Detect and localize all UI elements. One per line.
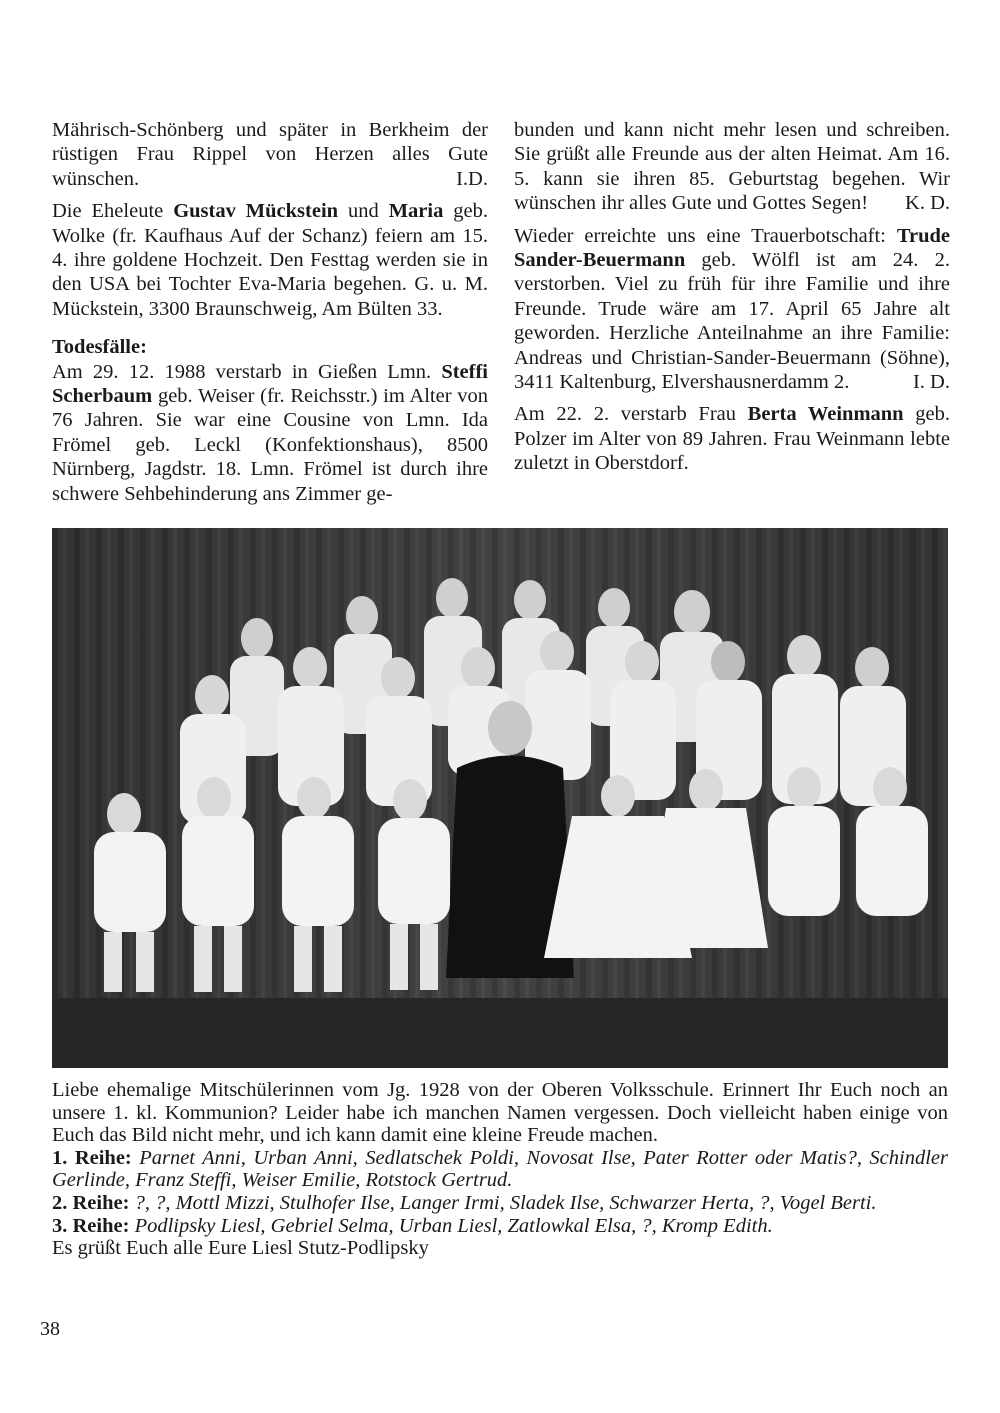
group-photo-illustration	[52, 528, 948, 1068]
paragraph-death-sander-beuermann: Wieder erreichte uns eine Trauerbotschaft: Trude Sander-Beuermann geb. Wölfl ist am 24. 2. verstorben. Viel zu früh für ihre Familie und ihre Freunde. Trude wäre am 17. April 65 Jahre alt geworden. Herzliche Anteilnahme an ihre Familie: Andreas und Christian-Sander-Beuermann (Söhne), 3411 Kaltenburg, Elvershausnerdamm 2. I. D.	[514, 224, 950, 394]
caption-closing: Es grüßt Euch alle Eure Liesl Stutz-Podlipsky	[52, 1237, 429, 1260]
signature-initials: I.D.	[456, 167, 488, 190]
paragraph-continued: bunden und kann nicht mehr lesen und schreiben. Sie grüßt alle Freunde aus der alten Heimat. Am 16. 5. kann sie ihren 85. Geburtstag begehen. Wir wünschen ihr alles Gute und Gottes Segen! K. D.	[514, 119, 950, 215]
signature-initials: K. D.	[905, 192, 950, 215]
caption-intro: Liebe ehemalige Mitschülerinnen vom Jg. 1928 von der Oberen Volksschule. Erinnert Ihr Euch noch an unsere 1. kl. Kommunion? Leider habe ich manchen Namen vergessen. Doch vielleicht haben einige von Euch das Bild nicht mehr, und ich kann damit eine kleine Freude machen.	[52, 1079, 948, 1147]
paragraph-death-weinmann: Am 22. 2. verstarb Frau Berta Weinmann geb. Polzer im Alter von 89 Jahren. Frau Weinmann lebte zuletzt in Oberstdorf.	[514, 403, 950, 475]
section-heading-deaths: Todesfälle:	[52, 336, 147, 359]
caption-row-2: 2. Reihe: ?, ?, Mottl Mizzi, Stulhofer Ilse, Langer Irmi, Sladek Ilse, Schwarzer Herta, ?, Vogel Berti.	[52, 1191, 877, 1214]
paragraph-birthday-rippel: Mährisch-Schönberg und später in Berkheim der rüstigen Frau Rippel von Herzen alles Gute wünschen. I.D.	[52, 119, 488, 190]
page-number: 38	[40, 1318, 60, 1340]
photo-caption	[52, 1079, 948, 1260]
caption-row-1: 1. Reihe: Parnet Anni, Urban Anni, Sedlatschek Poldi, Novosat Ilse, Pater Rotter oder Matis?, Schindler Gerlinde, Franz Steffi, Weiser Emilie, Rotstock Gertrud.	[52, 1146, 948, 1192]
left-column	[52, 118, 488, 506]
group-photo	[52, 528, 948, 1068]
paragraph-golden-wedding: Die Eheleute Gustav Mückstein und Maria geb. Wolke (fr. Kaufhaus Auf der Schanz) feiern am 15. 4. ihre goldene Hochzeit. Den Festtag werden sie in den USA bei Tochter Eva-Maria begehen. G. u. M. Mückstein, 3300 Braunschweig, Am Bülten 33.	[52, 200, 489, 320]
signature-initials: I. D.	[912, 371, 950, 394]
paragraph-death-scherbaum: Am 29. 12. 1988 verstarb in Gießen Lmn. Steffi Scherbaum geb. Weiser (fr. Reichsstr.) im Alter von 76 Jahren. Sie war eine Cousine von Lmn. Ida Frömel geb. Leckl (Konfektionshaus), 8500 Nürnberg, Jagdstr. 18. Lmn. Frömel ist durch ihre schwere Sehbehinderung ans Zimmer ge-	[52, 360, 488, 505]
right-column	[514, 118, 950, 476]
caption-row-3: 3. Reihe: Podlipsky Liesl, Gebriel Selma, Urban Liesl, Zatlowkal Elsa, ?, Kromp Edith.	[52, 1214, 773, 1237]
